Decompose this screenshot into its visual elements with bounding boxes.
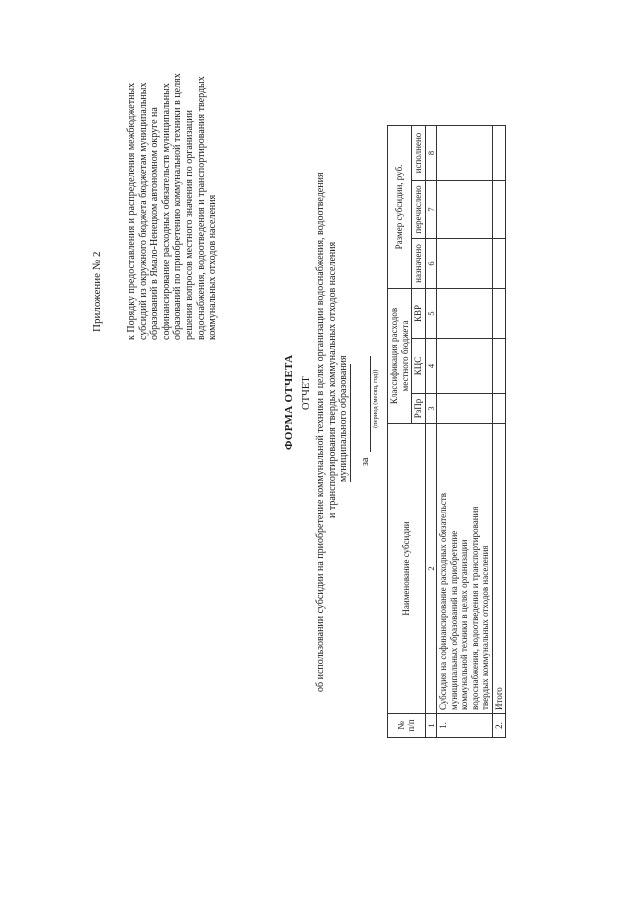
empty-cell <box>437 394 493 424</box>
column-number: 5 <box>425 289 437 339</box>
empty-cell <box>492 181 506 239</box>
header-amount: Размер субсидии, руб. <box>388 126 412 289</box>
appendix-label: Приложение № 2 <box>91 251 103 332</box>
empty-cell <box>492 394 506 424</box>
order-reference <box>126 10 219 340</box>
empty-cell <box>492 289 506 339</box>
subsidy-name-line: муниципальных образований на приобретение <box>448 530 459 710</box>
empty-cell <box>437 239 493 289</box>
report-table <box>387 125 506 738</box>
column-number: 2 <box>425 424 437 714</box>
column-number: 1 <box>425 714 437 738</box>
empty-cell <box>492 339 506 394</box>
order-line: софинансирование расходных обязательств муниципальных <box>160 83 172 340</box>
column-number: 3 <box>425 394 437 424</box>
column-number: 6 <box>425 239 437 289</box>
report-line: муниципального образования <box>338 355 350 482</box>
report-line: и транспортирования твердых коммунальных отходов населения <box>326 241 338 518</box>
order-line: водоснабжения, водоотведения и транспортирования твердых <box>195 76 207 340</box>
period-hint: (период (месяц, год)) <box>372 369 379 428</box>
form-title: ФОРМА ОТЧЕТА <box>283 354 295 450</box>
order-line: образований в Ямало-Ненецком автономном округе на <box>149 107 161 340</box>
total-label: Итого <box>492 424 506 714</box>
row-number: 1. <box>437 714 493 738</box>
order-line: образований по приобретению коммунальной техники в целях <box>172 73 184 340</box>
header-assigned: назначено <box>412 239 426 289</box>
for-label: за <box>360 457 371 466</box>
order-line: коммунальных отходов населения <box>207 194 219 340</box>
header-no: № п/п <box>388 714 426 738</box>
subsidy-name-line: твердых коммунальных отходов населения <box>480 545 490 710</box>
header-kvr: КВР <box>412 289 426 339</box>
order-line: к Порядку предоставления и распределения межбюджетных <box>126 82 137 340</box>
column-number: 8 <box>425 126 437 181</box>
empty-cell <box>492 126 506 181</box>
empty-cell <box>437 289 493 339</box>
order-line: субсидий из окружного бюджета бюджетам муниципальных <box>137 82 149 340</box>
report-description <box>315 10 350 800</box>
table-row <box>492 126 506 738</box>
empty-cell <box>437 181 493 239</box>
subsidy-name-line: коммунальной техники в целях организации <box>459 539 469 710</box>
report-heading: ОТЧЕТ <box>301 376 312 410</box>
subsidy-name-line: водоснабжения, водоотведения и транспортирования <box>469 506 480 710</box>
municipality-blank-line <box>350 364 351 482</box>
column-number: 7 <box>425 181 437 239</box>
column-number-row <box>425 126 437 738</box>
order-line: решения вопросов местного значения по организации <box>183 110 195 340</box>
column-number: 4 <box>425 339 437 394</box>
empty-cell <box>492 239 506 289</box>
header-executed: исполнено <box>412 126 426 181</box>
report-line: об использовании субсидии на приобретение коммунальной техники в целях организации водоснабжения, водоотведения <box>315 172 326 692</box>
header-subsidy-name: Наименование субсидии <box>388 424 426 714</box>
subsidy-name-line: Субсидия на софинансирование расходных обязательств <box>438 493 448 710</box>
header-kcs: КЦС <box>412 339 426 394</box>
header-rzpr: РзПр <box>412 394 426 424</box>
header-classification: Классификация расходов местного бюджета <box>388 289 412 424</box>
subsidy-name-cell <box>437 424 493 714</box>
row-number: 2. <box>492 714 506 738</box>
header-transferred: перечислено <box>412 181 426 239</box>
rotated-sheet <box>82 10 542 800</box>
period-row <box>360 356 371 466</box>
header-row <box>388 126 412 738</box>
period-blank-line <box>360 356 371 452</box>
empty-cell <box>437 339 493 394</box>
table-row <box>437 126 493 738</box>
empty-cell <box>437 126 493 181</box>
